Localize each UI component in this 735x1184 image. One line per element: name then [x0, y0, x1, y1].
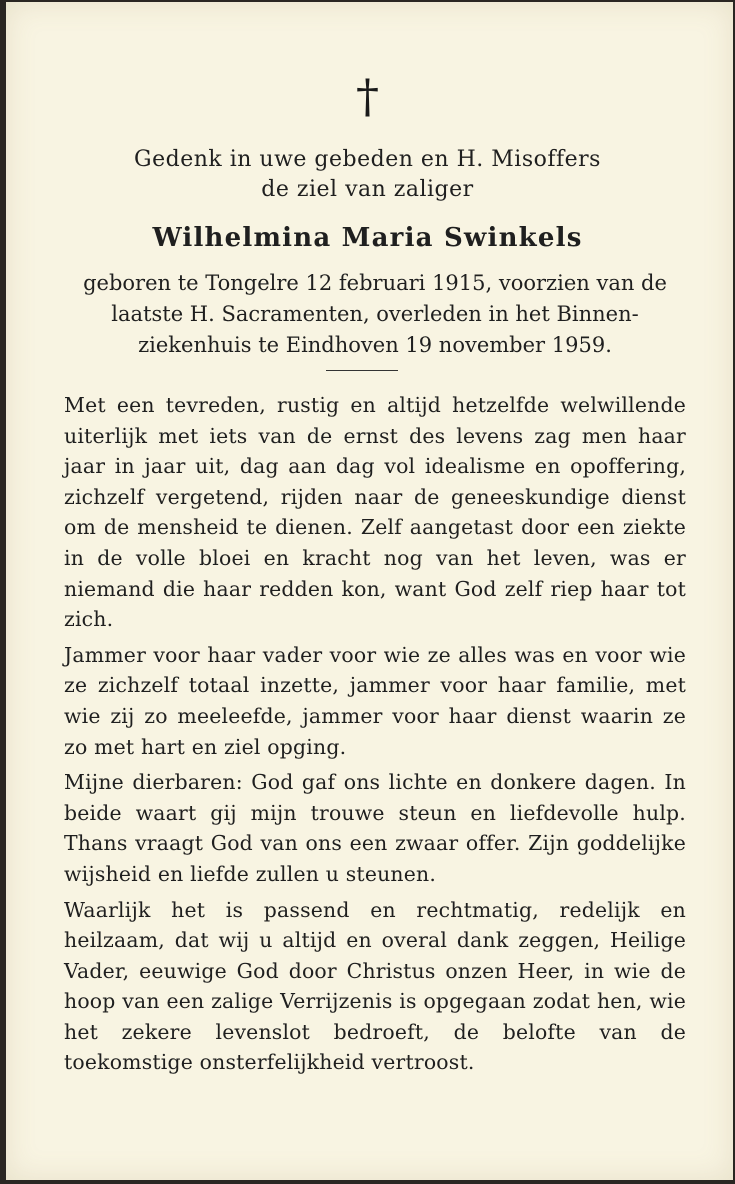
paragraph-address: Mijne dierbaren: God gaf ons lichte en donkere dagen. In beide waart gij mijn trouwe steun en liefdevolle hulp. Thans vraagt God van ons een zwaar offer. Zijn goddelijke wijsheid en liefde zullen u steunen. [64, 770, 686, 886]
memorial-text [64, 390, 686, 1083]
paragraph-lament: Jammer voor haar vader voor wie ze alles was en voor wie ze zichzelf totaal inzette, jammer voor haar familie, met wie zij zo meeleefde, jammer voor haar dienst waarin ze zo met hart en ziel opging. [64, 642, 686, 759]
deceased-name: Wilhelmina Maria Swinkels [152, 223, 583, 253]
birth-death-details: geboren te Tongelre 12 februari 1915, voorzien van de laatste H. Sacramenten, overleden in het Binnen-ziekenhuis te Eindhoven 19 november 1959. [83, 271, 667, 357]
cross-icon: † [356, 69, 379, 123]
paragraph-tribute: Met een tevreden, rustig en altijd hetzelfde welwillende uiterlijk met iets van de ernst des levens zag men haar jaar in jaar uit, dag aan dag vol idealisme en opoffering, zichzelf vergetend, rijden naar de geneeskundige dienst om de mensheid te dienen. Zelf aangetast door een ziekte in de volle bloei en kracht nog van het leven, was er niemand die haar redden kon, want God zelf riep haar tot zich. [64, 393, 686, 632]
divider [326, 370, 398, 371]
invocation-line-1: Gedenk in uwe gebeden en H. Misoffers [134, 147, 601, 172]
paragraph-prayer: Waarlijk het is passend en rechtmatig, redelijk en heilzaam, dat wij u altijd en overal dank zeggen, Heilige Vader, eeuwige God door Christus onzen Heer, in wie de hoop van een zalige Verrijzenis is opgegaan zodat hen, wie het zekere levenslot bedroeft, de belofte van de toekomstige onsterfelijkheid vertroost. [64, 897, 686, 1075]
invocation-line-2: de ziel van zaliger [261, 177, 474, 202]
